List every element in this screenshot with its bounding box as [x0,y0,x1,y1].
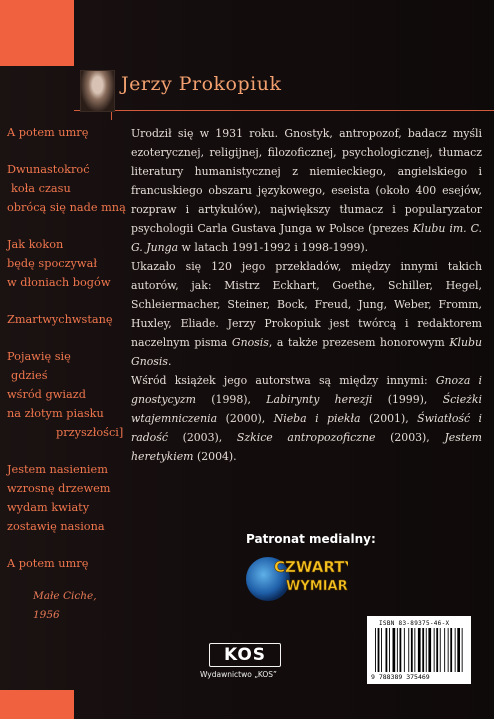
poem-line: Jestem nasieniem [7,463,108,476]
orange-corner-block-top [0,0,74,66]
barcode-bar [444,628,445,672]
barcode-bar [462,628,463,672]
barcode-bar [434,628,435,672]
barcode-bar [428,628,431,672]
barcode-bar [426,628,427,672]
stanza-gap [7,442,122,460]
orange-corner-block-bottom [0,690,74,719]
barcode-bar [448,628,449,672]
barcode-bar [400,628,402,672]
media-patronage-label: Patronat medialny: [246,532,376,546]
poem-line: Pojawię się [7,350,71,363]
barcode-bar [389,628,390,672]
poem-line: Zmartwychwstanę [7,313,113,326]
barcode-bar [404,628,405,672]
barcode-bar [457,628,460,672]
kos-logo [209,643,281,667]
barcode-bar [397,628,398,672]
poem-signature: Małe Ciche, 1956 [33,590,97,621]
poem-line: koła czasu [11,182,71,195]
poem-line: wydam kwiaty [7,501,90,514]
poem-line: Dwunastokroć [7,163,90,176]
poem-line: obrócą się nade mną [7,201,126,214]
poem-line: A potem umrę [7,126,89,139]
barcode-bar [422,628,424,672]
stanza-gap [7,536,122,554]
barcode-bar [436,628,438,672]
logo-text-czwarty: CZWARTY [274,558,348,576]
bio-paragraph-1: Urodził się w 1931 roku. Gnostyk, antropozof, badacz myśli ezoterycznej, religijnej, filozoficznej, psychologicznej, tłumacz literatury humanistycznej z niemieckiego, angielskiego i francuskiego obszaru językowego, eseista (około 400 esejów, rozpraw i artykułów), największy tłumacz i popularyzator psychologii Carla Gustava Junga w Polsce (prezes Klubu im. C. G. Junga w latach 1991-1992 i 1998-1999). [131,127,482,254]
isbn-barcode [367,616,471,684]
author-photo [80,70,115,112]
poem-line: na złotym piasku [7,407,104,420]
poem-line: w dłoniach bogów [7,276,111,289]
poem-line: wzrosnę drzewem [7,482,111,495]
barcode-bar [411,628,413,672]
barcode-bar [418,628,421,672]
czwarty-wymiar-logo [244,552,348,604]
barcode-bar [455,628,456,672]
poem-line: A potem umrę [7,557,89,570]
bio-paragraph-2: Ukazało się 120 jego przekładów, między innymi takich autorów, jak: Mistrz Eckhart, Goethe, Schiller, Hegel, Schleiermacher, Steiner, Bock, Freud, Jung, Weber, Fromm, Huxley, Eliade. Jerzy Prokopiuk jest twórcą i redaktorem naczelnym pisma Gnosis, a także prezesem honorowym Klubu Gnosis. [131,260,482,368]
barcode-bar [381,628,382,672]
poem-line: przyszłości] [56,426,124,439]
poem-line: Jak kokon [7,238,64,251]
poem [7,123,126,625]
stanza-gap [7,292,122,310]
barcode-bar [414,628,415,672]
stanza-gap [7,142,122,160]
bio-paragraph-3: Wśród książek jego autorstwa są między innymi: Gnoza i gnostycyzm (1998), Labirynty herezji (1999), Ścieżki wtajemniczenia (2000), Nieba i piekła (2001), Światłość i radość (2003), Szkice antropozoficzne (2003), Jestem heretykiem (2004). [131,374,483,463]
barcode-bar [450,628,452,672]
poem-line: zostawię nasiona [7,520,105,533]
author-name: Jerzy Prokopiuk [121,73,282,95]
isbn-text: ISBN 83-89375-46-X [379,620,450,627]
barcode-bars [375,628,465,672]
logo-text-wymiar: WYMIAR [286,579,348,594]
poem-line: będę spoczywał [7,257,97,270]
poem-line: wśród gwiazd [7,388,86,401]
stanza-gap [7,217,122,235]
barcode-bar [378,628,380,672]
barcode-bar [375,628,376,672]
kos-logo-text: KOS [223,645,267,665]
stanza-gap [7,329,122,347]
header-divider [74,110,494,111]
publisher-caption: Wydawnictwo „KOS” [200,670,277,679]
barcode-bar [408,628,409,672]
barcode-bar [393,628,396,672]
barcode-bar [386,628,388,672]
author-biography [131,124,482,466]
barcode-number: 9 788389 375469 [371,673,430,681]
poem-line: gdzieś [11,369,48,382]
barcode-bar [440,628,441,672]
